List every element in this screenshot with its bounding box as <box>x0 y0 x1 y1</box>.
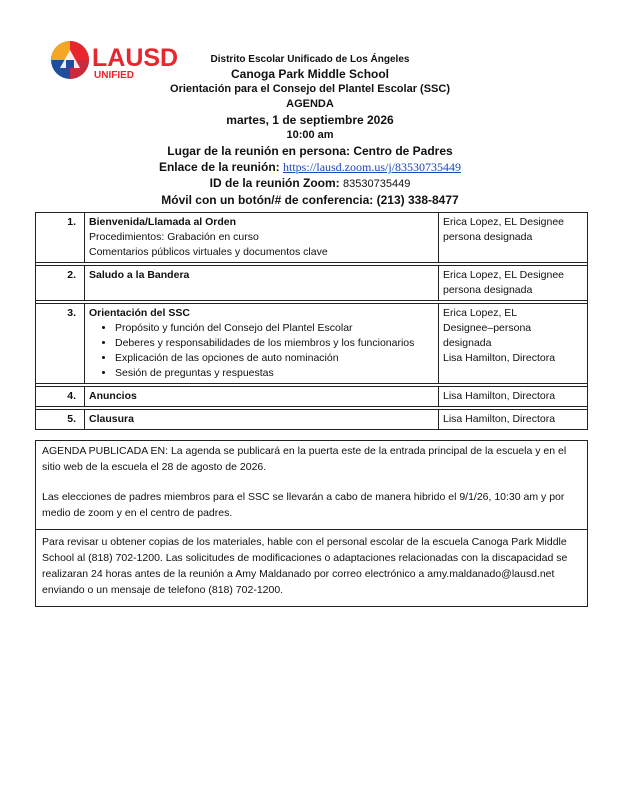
agenda-row <box>36 213 588 263</box>
agenda-item-presenter <box>439 304 588 384</box>
agenda-row <box>36 387 588 407</box>
meeting-time: 10:00 am <box>286 129 334 141</box>
agenda-table <box>35 212 588 430</box>
zoom-id-row <box>0 175 620 192</box>
elections-note: Las elecciones de padres miembros para el SSC se llevarán a cabo de manera hibrido el 9/1/26, 10:30 am y por medio de zoom y en el centro de padres. <box>42 491 565 519</box>
presenter-line: persona designada <box>443 231 533 243</box>
zoom-id: 83530735449 <box>343 178 411 190</box>
school-name: Canoga Park Middle School <box>230 67 390 81</box>
agenda-row <box>36 304 588 384</box>
agenda-item-number: 2. <box>36 266 85 301</box>
agenda-item-content <box>85 387 439 407</box>
agenda-item-number: 3. <box>36 304 85 384</box>
meeting-date: martes, 1 de septiembre 2026 <box>226 113 394 127</box>
agenda-bullet: • Propósito y función del Consejo del Plantel Escolar <box>115 321 434 336</box>
agenda-bullet-list <box>89 321 434 381</box>
materials-notes <box>36 529 587 606</box>
agenda-item-content <box>85 410 439 430</box>
phone-label: Móvil con un botón/# de conferencia: <box>161 193 374 207</box>
notes-section <box>35 440 588 607</box>
agenda-item-title: Bienvenida/Llamada al Orden <box>89 216 237 228</box>
presenter-line: Erica Lopez, EL Designee <box>443 216 565 228</box>
publication-notes <box>36 441 587 529</box>
presenter-line: Lisa Hamilton, Directora <box>443 413 556 425</box>
meeting-link[interactable]: https://lausd.zoom.us/j/83530735449 <box>283 160 462 174</box>
meeting-link-row <box>0 159 620 175</box>
agenda-item-number: 5. <box>36 410 85 430</box>
agenda-item-content <box>85 266 439 301</box>
presenter-line: Erica Lopez, EL Designee <box>443 269 565 281</box>
meeting-link-label: Enlace de la reunión: <box>158 160 280 174</box>
meeting-location: Lugar de la reunión en persona: Centro de Padres <box>167 144 453 158</box>
phone-number: (213) 338-8477 <box>376 193 459 207</box>
agenda-item-title: Clausura <box>89 413 134 425</box>
council-title: Orientación para el Consejo del Plantel Escolar (SSC) <box>170 83 450 95</box>
agenda-bullet: • Sesión de preguntas y respuestas <box>115 366 434 381</box>
agenda-label: AGENDA <box>286 98 334 110</box>
logo-subtext: UNIFIED <box>94 70 134 81</box>
zoom-id-label: ID de la reunión Zoom: <box>209 176 340 190</box>
agenda-item-title: Saludo a la Bandera <box>89 269 190 281</box>
agenda-bullet: • Explicación de las opciones de auto nominación <box>115 351 434 366</box>
logo-text: LAUSD <box>92 44 179 72</box>
presenter-line: Lisa Hamilton, Directora <box>443 352 556 364</box>
agenda-item-presenter <box>439 266 588 301</box>
published-note: AGENDA PUBLICADA EN: La agenda se publicará en la puerta este de la entrada principal de la escuela y en el sitio web de la escuela el 28 de agosto de 2026. <box>42 445 567 473</box>
presenter-line: Lisa Hamilton, Directora <box>443 390 556 402</box>
agenda-item-content <box>85 304 439 384</box>
agenda-item-title: Orientación del SSC <box>89 307 190 319</box>
agenda-item-line: Procedimientos: Grabación en curso <box>89 231 259 243</box>
phone-row <box>0 192 620 208</box>
agenda-item-number: 1. <box>36 213 85 263</box>
agenda-item-title: Anuncios <box>89 390 137 402</box>
agenda-item-presenter <box>439 213 588 263</box>
presenter-line: Designee–persona <box>443 322 532 334</box>
presenter-line: Erica Lopez, EL <box>443 307 518 319</box>
meeting-header <box>0 52 620 208</box>
agenda-item-presenter <box>439 387 588 407</box>
agenda-bullet: • Deberes y responsabilidades de los miembros y los funcionarios <box>115 336 434 351</box>
materials-note: Para revisar u obtener copias de los materiales, hable con el personal escolar de la escuela Canoga Park Middle School al (818) 702-1200. Las solicitudes de modificaciones o adaptaciones relacionadas con la discapacidad se realizaran 24 horas antes de la reunión a Amy Maldanado por correo electrónico a amy.maldanado@lausd.net enviando o un mensaje de telefono (818) 702-1200. <box>42 536 568 596</box>
agenda-item-presenter <box>439 410 588 430</box>
agenda-row <box>36 410 588 430</box>
agenda-item-number: 4. <box>36 387 85 407</box>
agenda-item-content <box>85 213 439 263</box>
agenda-row <box>36 266 588 301</box>
agenda-item-line: Comentarios públicos virtuales y documentos clave <box>89 246 328 258</box>
district-name: Distrito Escolar Unificado de Los Ángeles <box>210 54 410 65</box>
presenter-line: designada <box>443 337 492 349</box>
presenter-line: persona designada <box>443 284 533 296</box>
